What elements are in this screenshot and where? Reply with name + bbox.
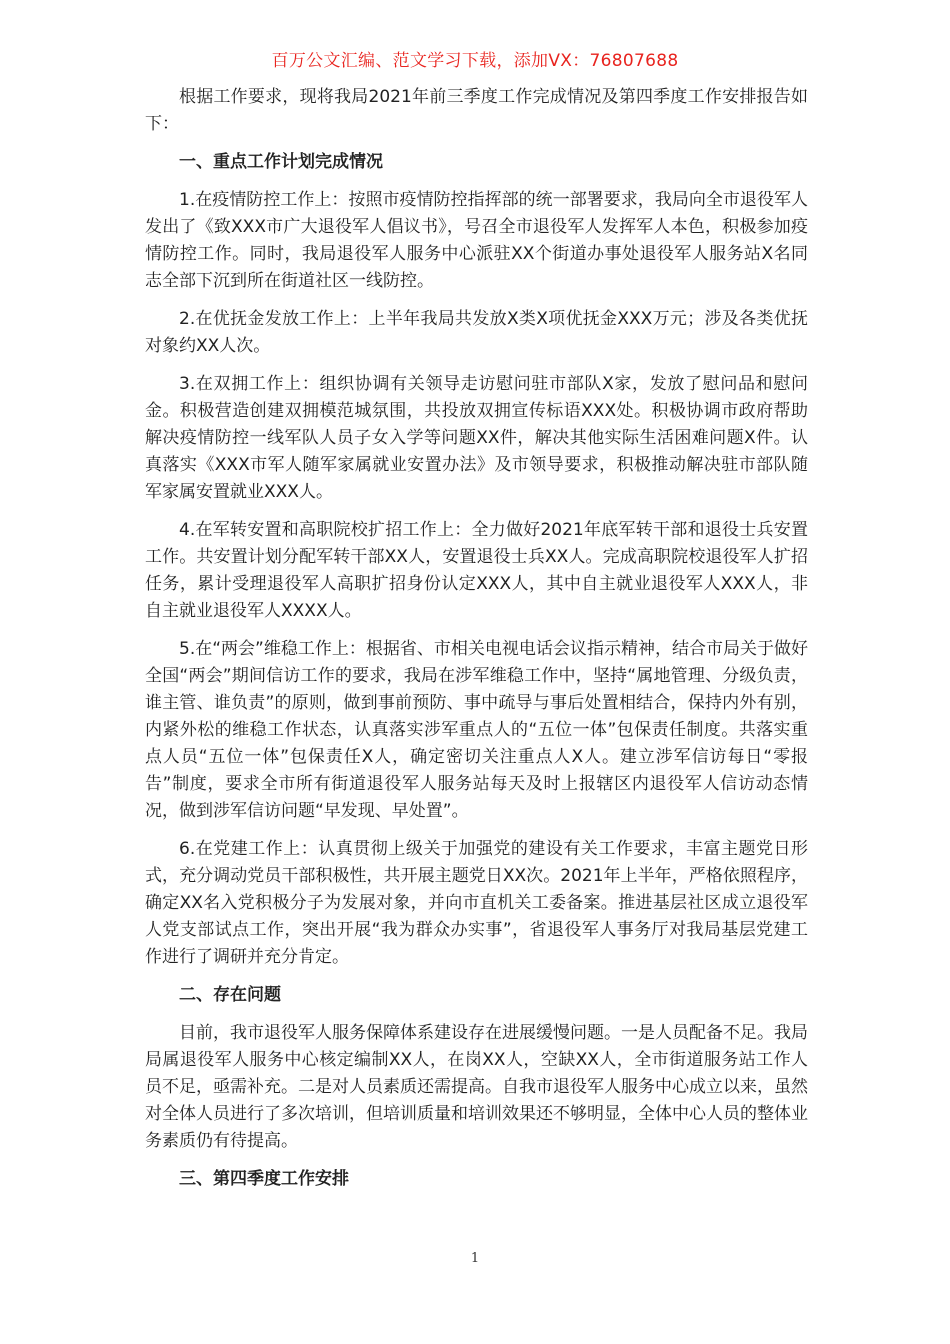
section1-item-4: 4.在军转安置和高职院校扩招工作上：全力做好2021年底军转干部和退役士兵安置工作。共安置计划分配军转干部XX人，安置退役士兵XX人。完成高职院校退役军人扩招任务，累计受理退役军人高职扩招身份认定XXX人，其中自主就业退役军人XXX人，非自主就业退役军人XXXX人。: [145, 520, 808, 621]
document-body: [145, 84, 808, 1204]
section-heading-1: 一、重点工作计划完成情况: [179, 152, 383, 172]
section1-item-1: 1.在疫情防控工作上：按照市疫情防控指挥部的统一部署要求，我局向全市退役军人发出了《致XXX市广大退役军人倡议书》，号召全市退役军人发挥军人本色，积极参加疫情防控工作。同时，我局退役军人服务中心派驻XX个街道办事处退役军人服务站X名同志全部下沉到所在街道社区一线防控。: [145, 190, 808, 291]
watermark-banner: 百万公文汇编、范文学习下载，添加VX：76807688: [271, 51, 679, 71]
section2-paragraph: 目前，我市退役军人服务保障体系建设存在进展缓慢问题。一是人员配备不足。我局局属退役军人服务中心核定编制XX人，在岗XX人，空缺XX人，全市街道服务站工作人员不足，亟需补充。二是对人员素质还需提高。自我市退役军人服务中心成立以来，虽然对全体人员进行了多次培训，但培训质量和培训效果还不够明显，全体中心人员的整体业务素质仍有待提高。: [145, 1023, 808, 1151]
section1-item-5: 5.在“两会”维稳工作上：根据省、市相关电视电话会议指示精神，结合市局关于做好全国“两会”期间信访工作的要求，我局在涉军维稳工作中，坚持“属地管理、分级负责，谁主管、谁负责”的原则，做到事前预防、事中疏导与事后处置相结合，保持内外有别，内紧外松的维稳工作状态，认真落实涉军重点人的“五位一体”包保责任制度。共落实重点人员“五位一体”包保责任X人，确定密切关注重点人X人。建立涉军信访每日“零报告”制度，要求全市所有街道退役军人服务站每天及时上报辖区内退役军人信访动态情况，做到涉军信访问题“早发现、早处置”。: [145, 639, 808, 821]
intro-paragraph: 根据工作要求，现将我局2021年前三季度工作完成情况及第四季度工作安排报告如下：: [145, 87, 808, 134]
section1-item-6: 6.在党建工作上：认真贯彻上级关于加强党的建设有关工作要求，丰富主题党日形式，充分调动党员干部积极性，共开展主题党日XX次。2021年上半年，严格依照程序，确定XX名入党积极分子为发展对象，并向市直机关工委备案。推进基层社区成立退役军人党支部试点工作，突出开展“我为群众办实事”，省退役军人事务厅对我局基层党建工作进行了调研并充分肯定。: [145, 839, 808, 967]
section-heading-2: 二、存在问题: [179, 985, 281, 1005]
section1-item-2: 2.在优抚金发放工作上：上半年我局共发放X类X项优抚金XXX万元；涉及各类优抚对象约XX人次。: [145, 309, 808, 356]
section1-item-3: 3.在双拥工作上：组织协调有关领导走访慰问驻市部队X家，发放了慰问品和慰问金。积极营造创建双拥模范城氛围，共投放双拥宣传标语XXX处。积极协调市政府帮助解决疫情防控一线军队人员子女入学等问题XX件，解决其他实际生活困难问题X件。认真落实《XXX市军人随军家属就业安置办法》及市领导要求，积极推动解决驻市部队随军家属安置就业XXX人。: [145, 374, 808, 502]
page-number: 1: [470, 1251, 480, 1266]
section-heading-3: 三、第四季度工作安排: [179, 1169, 349, 1189]
